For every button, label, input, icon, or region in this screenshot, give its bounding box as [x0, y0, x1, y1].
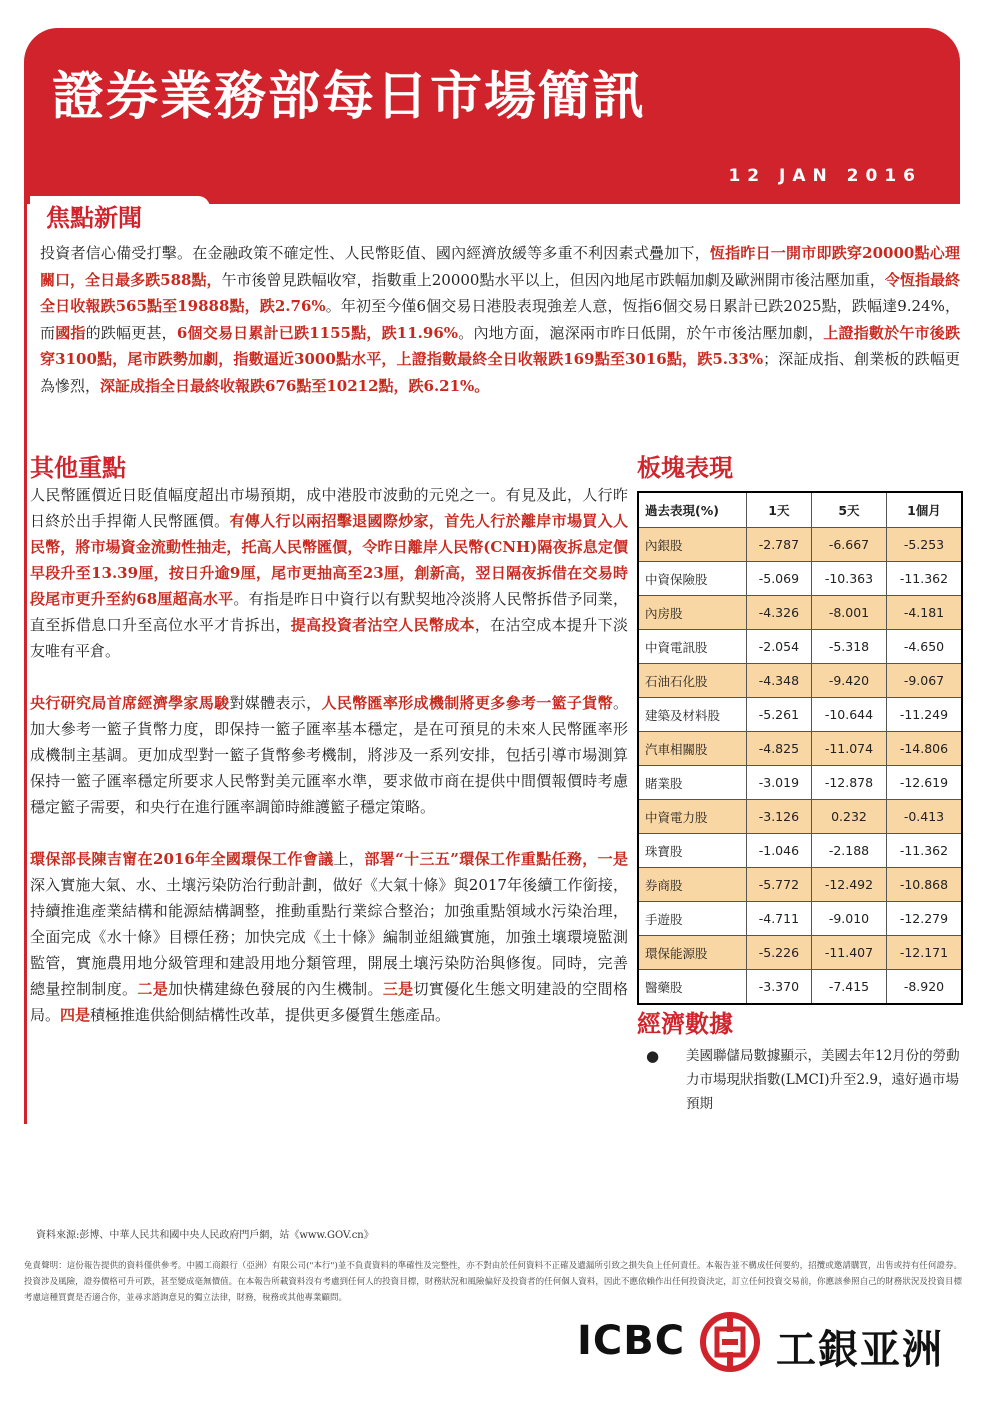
other-highlight: 四是 — [60, 1006, 91, 1024]
table-row — [638, 766, 962, 800]
one-month-cell: -11.362 — [886, 562, 962, 596]
other-text: 。有指是昨日中資行以有默契地冷淡將人民幣拆借予同業，直至拆借息口升至高位水平才肯拆出， — [30, 590, 628, 634]
focus-news-heading: 焦點新聞 — [46, 204, 142, 232]
icbc-logo-text: ICBC — [577, 1318, 686, 1364]
economic-data-heading: 經濟數據 — [637, 1010, 733, 1038]
sector-name-cell: 汽車相關股 — [638, 732, 746, 766]
one-month-cell: -12.619 — [886, 766, 962, 800]
focus-text: 。年初至今僅6個交易日港股表現強差人意，恆指6個交易日累計已跌2025點，跌幅達9.24%，而 — [40, 297, 960, 342]
focus-text: 的跌幅更甚， — [85, 323, 177, 342]
five-day-cell: -2.188 — [812, 834, 887, 868]
table-row — [638, 834, 962, 868]
report-date: 12 JAN 2016 — [728, 166, 922, 186]
other-text: 切實優化生態文明建設的空間格局。 — [30, 980, 628, 1024]
focus-news-body — [40, 240, 960, 399]
one-day-cell: -5.261 — [746, 698, 811, 732]
focus-highlight: 上證指數於午市後跌穿3100點，尾市跌勢加劇，指數逼近3000點水平，上證指數最終全日收報跌169點至3016點，跌5.33% — [40, 323, 960, 368]
one-day-cell: -5.069 — [746, 562, 811, 596]
one-month-cell: -12.171 — [886, 936, 962, 970]
sector-name-cell: 賭業股 — [638, 766, 746, 800]
sector-name-cell: 環保能源股 — [638, 936, 746, 970]
other-highlights-heading: 其他重點 — [30, 454, 126, 482]
other-text: 對媒體表示， — [229, 694, 322, 712]
other-highlight: 央行研究局首席經濟學家馬駿 — [30, 694, 230, 712]
left-rule — [24, 204, 27, 1124]
other-highlights-body — [30, 482, 628, 1054]
five-day-cell: -5.318 — [812, 630, 887, 664]
five-day-cell: -10.363 — [812, 562, 887, 596]
one-month-cell: -4.650 — [886, 630, 962, 664]
other-highlight: 環保部長陳吉甯在2016年全國環保工作會議 — [30, 850, 334, 868]
one-month-cell: -11.362 — [886, 834, 962, 868]
other-highlight: 人民幣匯率形成機制將更多參考一籃子貨幣 — [321, 694, 613, 712]
other-text: 。加大參考一籃子貨幣力度，即保持一籃子匯率基本穩定，是在可預見的未來人民幣匯率形成機制主基調。更加成型對一籃子貨幣參考機制，將涉及一系列安排，包括引導市場測算保持一籃子匯率穩定所要求人民幣對美元匯率水準，要求做市商在提供中間價報價時考慮穩定籃子需要，和央行在進行匯率調節時維護籃子穩定策略。 — [30, 694, 628, 816]
column-header: 1天 — [746, 492, 811, 528]
sector-name-cell: 內銀股 — [638, 528, 746, 562]
five-day-cell: -10.644 — [812, 698, 887, 732]
focus-text: 投資者信心備受打擊。在金融政策不確定性、人民幣貶值、國內經濟放緩等多重不利因素式疊加下， — [40, 244, 710, 262]
five-day-cell: -11.074 — [812, 732, 887, 766]
table-row — [638, 800, 962, 834]
one-day-cell: -4.711 — [746, 902, 811, 936]
focus-highlight: 令恆指最終全日收報跌565點至19888點，跌2.76% — [40, 270, 960, 315]
one-day-cell: -3.370 — [746, 970, 811, 1005]
sector-name-cell: 內房股 — [638, 596, 746, 630]
five-day-cell: -9.420 — [812, 664, 887, 698]
bullet-icon: ● — [646, 1047, 660, 1065]
other-text: ，在沽空成本提升下淡友唯有平倉。 — [30, 616, 628, 660]
five-day-cell: -12.492 — [812, 868, 887, 902]
column-header: 1個月 — [886, 492, 962, 528]
one-day-cell: -1.046 — [746, 834, 811, 868]
sector-name-cell: 券商股 — [638, 868, 746, 902]
table-row — [638, 732, 962, 766]
one-day-cell: -5.226 — [746, 936, 811, 970]
focus-text: ；深証成指、創業板的跌幅更為慘烈， — [40, 350, 960, 395]
one-day-cell: -3.126 — [746, 800, 811, 834]
one-month-cell: -12.279 — [886, 902, 962, 936]
one-day-cell: -2.054 — [746, 630, 811, 664]
other-highlight: 提高投資者沽空人民幣成本 — [290, 616, 475, 634]
other-text: 人民幣匯價近日貶值幅度超出市場預期，成中港股市波動的元兇之一。有見及此，人行昨日終於出手捍衛人民幣匯價。 — [30, 486, 628, 530]
sector-performance-table — [637, 491, 963, 1005]
table-row — [638, 902, 962, 936]
one-day-cell: -3.019 — [746, 766, 811, 800]
table-row — [638, 596, 962, 630]
one-day-cell: -4.326 — [746, 596, 811, 630]
one-month-cell: -0.413 — [886, 800, 962, 834]
other-text: 上， — [333, 850, 365, 868]
sector-name-cell: 石油石化股 — [638, 664, 746, 698]
other-paragraph-pboc — [30, 690, 628, 820]
column-header: 過去表現(%) — [638, 492, 746, 528]
other-paragraph-environment — [30, 846, 628, 1028]
sector-name-cell: 珠寶股 — [638, 834, 746, 868]
economic-data-text: 美國聯儲局數據顯示，美國去年12月份的勞動力市場現狀指數(LMCI)升至2.9，遠好過市場預期 — [686, 1048, 960, 1112]
table-row — [638, 868, 962, 902]
one-month-cell: -10.868 — [886, 868, 962, 902]
five-day-cell: -9.010 — [812, 902, 887, 936]
icbc-asia-chinese-logo: 工銀亚洲 — [776, 1327, 944, 1373]
five-day-cell: -7.415 — [812, 970, 887, 1005]
focus-news-tab — [30, 196, 210, 230]
disclaimer: 免責聲明：這份報告提供的資料僅供參考。中國工商銀行（亞洲）有限公司("本行")並不負責資料的準確性及完整性，亦不對由於任何資料不正確及遺漏所引致之損失負上任何責任。本報告並不構成任何要約，招攬或邀請購買，出售或持有任何證券。投資涉及風險，證券價格可升可跌，甚至變成毫無價值。在本報告所載資料沒有考慮到任何人的投資目標，財務狀況和風險偏好及投資者的任何個人資料，因此不應依賴作出任何投資決定，訂立任何投資交易前，你應該參照自己的財務狀況及投資目標考慮這種買賣是否適合你，並尋求諮詢意見的獨立法律，財務，稅務或其他專業顧問。 — [24, 1261, 962, 1303]
table-row — [638, 528, 962, 562]
one-day-cell: -4.825 — [746, 732, 811, 766]
sector-name-cell: 醫藥股 — [638, 970, 746, 1005]
focus-highlight: 6個交易日累計已跌1155點，跌11.96% — [176, 323, 459, 342]
table-row — [638, 936, 962, 970]
other-text: 加快構建綠色發展的內生機制。 — [168, 980, 383, 998]
focus-highlight: 深証成指全日最終收報跌676點至10212點，跌6.21%。 — [100, 376, 490, 395]
header-banner — [24, 28, 960, 204]
table-row — [638, 630, 962, 664]
sector-performance-heading: 板塊表現 — [637, 454, 733, 482]
icbc-logo-icon — [700, 1312, 760, 1372]
sector-name-cell: 手遊股 — [638, 902, 746, 936]
sector-name-cell: 中資電力股 — [638, 800, 746, 834]
sector-name-cell: 中資保險股 — [638, 562, 746, 596]
column-header: 5天 — [812, 492, 887, 528]
five-day-cell: 0.232 — [812, 800, 887, 834]
other-highlight: 三是 — [382, 980, 414, 998]
source-note: 資料來源:彭博、中華人民共和國中央人民政府門戶網，站《www.GOV.cn》 — [36, 1230, 374, 1241]
sector-rows — [638, 528, 962, 1005]
other-highlight: 部署“十三五”環保工作重點任務，一是 — [364, 850, 628, 868]
sector-name-cell: 中資電訊股 — [638, 630, 746, 664]
table-row — [638, 562, 962, 596]
other-paragraph-rmb — [30, 482, 628, 664]
one-month-cell: -5.253 — [886, 528, 962, 562]
sector-name-cell: 建築及材料股 — [638, 698, 746, 732]
five-day-cell: -6.667 — [812, 528, 887, 562]
other-highlight: 有傳人行以兩招擊退國際炒家，首先人行於離岸市場買入人民幣，將市場資金流動性抽走，托高人民幣匯價，令昨日離岸人民幣(CNH)隔夜拆息定價早段升至13.39厘，按日升逾9厘，尾市更抽高至23厘，創新高，翌日隔夜拆借在交易時段尾市更升至約68厘超高水平 — [30, 512, 628, 608]
one-day-cell: -2.787 — [746, 528, 811, 562]
five-day-cell: -8.001 — [812, 596, 887, 630]
table-row — [638, 698, 962, 732]
focus-text: 午市後曾見跌幅收窄，指數重上20000點水平以上，但因內地尾市跌幅加劇及歐洲開市後沽壓加重， — [221, 270, 885, 289]
five-day-cell: -12.878 — [812, 766, 887, 800]
one-month-cell: -9.067 — [886, 664, 962, 698]
one-month-cell: -11.249 — [886, 698, 962, 732]
one-month-cell: -14.806 — [886, 732, 962, 766]
focus-highlight: 恆指昨日一開市即跌穿20000點心理關口，全日最多跌588點， — [40, 244, 960, 289]
one-month-cell: -8.920 — [886, 970, 962, 1005]
other-text: 積極推進供給側結構性改革，提供更多優質生態產品。 — [90, 1006, 451, 1024]
table-row — [638, 970, 962, 1005]
one-day-cell: -5.772 — [746, 868, 811, 902]
focus-highlight: 國指 — [55, 323, 86, 342]
one-day-cell: -4.348 — [746, 664, 811, 698]
table-row — [638, 664, 962, 698]
focus-text: 。內地方面，滬深兩市昨日低開，於午市後沽壓加劇， — [458, 323, 824, 342]
five-day-cell: -11.407 — [812, 936, 887, 970]
table-header-row — [638, 492, 962, 528]
one-month-cell: -4.181 — [886, 596, 962, 630]
other-highlight: 二是 — [137, 980, 169, 998]
other-text: 深入實施大氣、水、土壤污染防治行動計劃，做好《大氣十條》與2017年後續工作銜接，持續推進產業結構和能源結構調整，推動重點行業綜合整治；加強重點領域水污染治理，全面完成《水十條》目標任務；加快完成《土十條》編制並組織實施，加強土壤環境監測監管，實施農用地分級管理和建設用地分類管理，開展土壤污染防治與修復。同時，完善總量控制制度。 — [30, 876, 628, 998]
page-title: 證券業務部每日市場簡訊 — [52, 67, 647, 127]
